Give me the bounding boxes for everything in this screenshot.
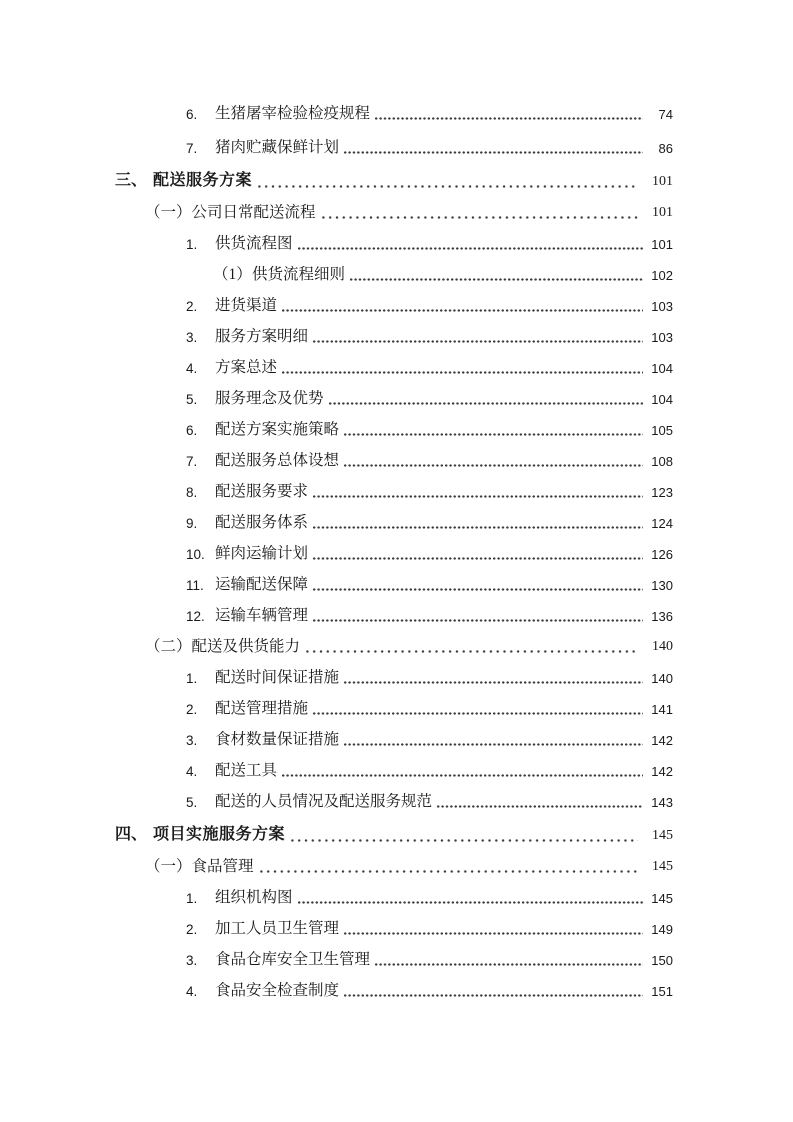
- toc-entry-page: 101: [651, 237, 673, 252]
- toc-dot-leader: [343, 151, 643, 154]
- toc-entry[interactable]: [115, 476, 673, 507]
- toc-entry-title: 配送服务要求: [215, 482, 309, 500]
- toc-entry[interactable]: [115, 975, 673, 1006]
- toc-entry-title: 配送工具: [215, 761, 278, 779]
- toc-entry-title: 配送服务体系: [215, 513, 309, 531]
- toc-entry-number: 8.: [186, 484, 198, 500]
- toc-entry-number: 6.: [186, 106, 198, 122]
- toc-entry-number: 7.: [186, 140, 198, 156]
- toc-entry-number: 1.: [186, 236, 198, 252]
- toc-entry-title: 供货流程细则: [252, 265, 346, 283]
- toc-entry-number: （一）: [145, 203, 192, 221]
- toc-dot-leader: [343, 433, 643, 436]
- toc-entry-number: 四、: [115, 826, 148, 843]
- toc-dot-leader: [281, 371, 643, 374]
- toc-entry-number: 11.: [186, 577, 204, 593]
- toc-entry-page: 126: [651, 547, 673, 562]
- toc-entry-title: 进货渠道: [215, 296, 278, 314]
- toc-entry-page: 142: [651, 764, 673, 779]
- toc-entry[interactable]: [115, 352, 673, 383]
- toc-dot-leader: [258, 870, 638, 873]
- toc-entry-number: 4.: [186, 983, 198, 999]
- toc-entry-page: 108: [651, 454, 673, 469]
- toc-entry-page: 130: [651, 578, 673, 593]
- toc-dot-leader: [349, 278, 643, 281]
- toc-dot-leader: [436, 805, 643, 808]
- toc-dot-leader: [312, 340, 643, 343]
- toc-entry[interactable]: [115, 445, 673, 476]
- toc-entry-title: 组织机构图: [215, 888, 293, 906]
- toc-entry[interactable]: [115, 662, 673, 693]
- toc-entry-title: 食材数量保证措施: [215, 730, 340, 748]
- toc-entry-title: 运输配送保障: [215, 575, 309, 593]
- toc-entry[interactable]: [115, 538, 673, 569]
- toc-entry[interactable]: [115, 95, 673, 129]
- toc-entry-number: 4.: [186, 360, 198, 376]
- toc-entry-title: 运输车辆管理: [215, 606, 309, 624]
- toc-entry-page: 103: [651, 299, 673, 314]
- toc-entry-title: 配送服务总体设想: [215, 451, 340, 469]
- toc-dot-leader: [281, 774, 643, 777]
- toc-entry-page: 140: [651, 671, 673, 686]
- toc-entry[interactable]: [115, 882, 673, 913]
- toc-entry[interactable]: [115, 166, 673, 197]
- toc-entry[interactable]: [115, 259, 673, 290]
- toc-entry[interactable]: [115, 786, 673, 817]
- toc-entry-page: 145: [651, 891, 673, 906]
- toc-entry-page: 105: [651, 423, 673, 438]
- toc-dot-leader: [281, 309, 643, 312]
- toc-entry-page: 150: [651, 953, 673, 968]
- toc-entry-number: 12.: [186, 608, 205, 624]
- toc-entry-title: 供货流程图: [215, 234, 293, 252]
- toc-entry-title: 配送及供货能力: [191, 637, 301, 655]
- toc-dot-leader: [312, 619, 643, 622]
- toc-entry-page: 101: [652, 205, 673, 220]
- toc-entry-number: 3.: [186, 732, 198, 748]
- toc-entry-page: 142: [651, 733, 673, 748]
- toc-entry[interactable]: [115, 228, 673, 259]
- toc-entry-title: 食品仓库安全卫生管理: [215, 950, 371, 968]
- toc-entry[interactable]: [115, 693, 673, 724]
- toc-dot-leader: [374, 963, 643, 966]
- toc-entry-number: 三、: [115, 172, 148, 189]
- toc-entry-number: 9.: [186, 515, 198, 531]
- toc-entry-page: 145: [652, 859, 673, 874]
- toc-dot-leader: [312, 557, 643, 560]
- toc-entry-number: 2.: [186, 701, 198, 717]
- toc-entry-title: 鲜肉运输计划: [215, 544, 309, 562]
- toc-entry[interactable]: [115, 290, 673, 321]
- toc-entry-number: 6.: [186, 422, 198, 438]
- toc-dot-leader: [312, 526, 643, 529]
- table-of-contents: [115, 95, 673, 1006]
- toc-entry-title: 服务理念及优势: [215, 389, 324, 407]
- toc-entry-title: 配送服务方案: [153, 172, 253, 189]
- toc-entry-page: 145: [652, 828, 673, 843]
- toc-entry[interactable]: [115, 820, 673, 851]
- toc-entry-number: 5.: [186, 391, 198, 407]
- toc-entry-title: 配送管理措施: [215, 699, 309, 717]
- toc-entry[interactable]: [115, 507, 673, 538]
- toc-entry-page: 149: [651, 922, 673, 937]
- toc-entry-title: 公司日常配送流程: [191, 203, 316, 221]
- toc-dot-leader: [312, 712, 643, 715]
- toc-dot-leader: [312, 495, 643, 498]
- toc-entry[interactable]: [115, 129, 673, 163]
- toc-entry-title: 配送方案实施策略: [215, 420, 340, 438]
- toc-dot-leader: [320, 216, 638, 219]
- toc-entry-number: （1）: [213, 265, 252, 283]
- toc-entry-number: 7.: [186, 453, 198, 469]
- toc-entry-number: 5.: [186, 794, 198, 810]
- toc-entry-number: 2.: [186, 298, 198, 314]
- toc-entry-page: 74: [658, 107, 673, 122]
- toc-dot-leader: [312, 588, 643, 591]
- toc-entry-number: （二）: [145, 637, 192, 655]
- toc-dot-leader: [297, 901, 643, 904]
- toc-entry-title: 方案总述: [215, 358, 278, 376]
- toc-entry[interactable]: [115, 944, 673, 975]
- toc-entry-page: 143: [651, 795, 673, 810]
- toc-entry-page: 102: [651, 268, 673, 283]
- toc-dot-leader: [304, 650, 638, 653]
- toc-entry-title: 食品管理: [191, 857, 254, 875]
- toc-entry-title: 食品安全检查制度: [215, 981, 340, 999]
- toc-entry[interactable]: [115, 913, 673, 944]
- toc-dot-leader: [343, 681, 643, 684]
- toc-entry-title: 猪肉贮藏保鲜计划: [215, 138, 340, 156]
- toc-entry-title: 加工人员卫生管理: [215, 919, 340, 937]
- toc-entry-page: 86: [658, 141, 673, 156]
- toc-entry[interactable]: [115, 321, 673, 352]
- toc-entry-title: 项目实施服务方案: [153, 826, 286, 843]
- toc-dot-leader: [328, 402, 643, 405]
- toc-entry-number: （一）: [145, 857, 192, 875]
- toc-entry-title: 服务方案明细: [215, 327, 309, 345]
- toc-entry[interactable]: [115, 383, 673, 414]
- toc-entry-page: 124: [651, 516, 673, 531]
- toc-entry-page: 101: [652, 174, 673, 189]
- toc-entry-page: 123: [651, 485, 673, 500]
- toc-entry[interactable]: [115, 414, 673, 445]
- toc-entry-title: 配送的人员情况及配送服务规范: [215, 792, 433, 810]
- toc-dot-leader: [297, 247, 643, 250]
- toc-entry[interactable]: [115, 600, 673, 631]
- toc-entry-page: 140: [652, 639, 673, 654]
- toc-dot-leader: [343, 464, 643, 467]
- toc-entry[interactable]: [115, 569, 673, 600]
- toc-entry-number: 1.: [186, 670, 198, 686]
- toc-entry-number: 2.: [186, 921, 198, 937]
- toc-entry[interactable]: [115, 755, 673, 786]
- toc-entry[interactable]: [115, 724, 673, 755]
- toc-entry[interactable]: [115, 197, 673, 228]
- toc-entry-title: 配送时间保证措施: [215, 668, 340, 686]
- toc-entry-page: 103: [651, 330, 673, 345]
- toc-dot-leader: [289, 839, 638, 842]
- toc-entry-page: 104: [651, 392, 673, 407]
- toc-entry-number: 3.: [186, 329, 198, 345]
- toc-dot-leader: [343, 743, 643, 746]
- toc-entry-page: 104: [651, 361, 673, 376]
- toc-dot-leader: [256, 185, 638, 188]
- toc-entry-number: 10.: [186, 546, 205, 562]
- toc-entry[interactable]: [115, 631, 673, 662]
- toc-entry-title: 生猪屠宰检验检疫规程: [215, 104, 371, 122]
- toc-entry-page: 141: [651, 702, 673, 717]
- toc-entry-page: 151: [651, 984, 673, 999]
- toc-entry-number: 3.: [186, 952, 198, 968]
- toc-entry-number: 1.: [186, 890, 198, 906]
- toc-dot-leader: [374, 117, 643, 120]
- toc-dot-leader: [343, 994, 643, 997]
- toc-entry-number: 4.: [186, 763, 198, 779]
- toc-entry[interactable]: [115, 851, 673, 882]
- toc-dot-leader: [343, 932, 643, 935]
- toc-entry-page: 136: [651, 609, 673, 624]
